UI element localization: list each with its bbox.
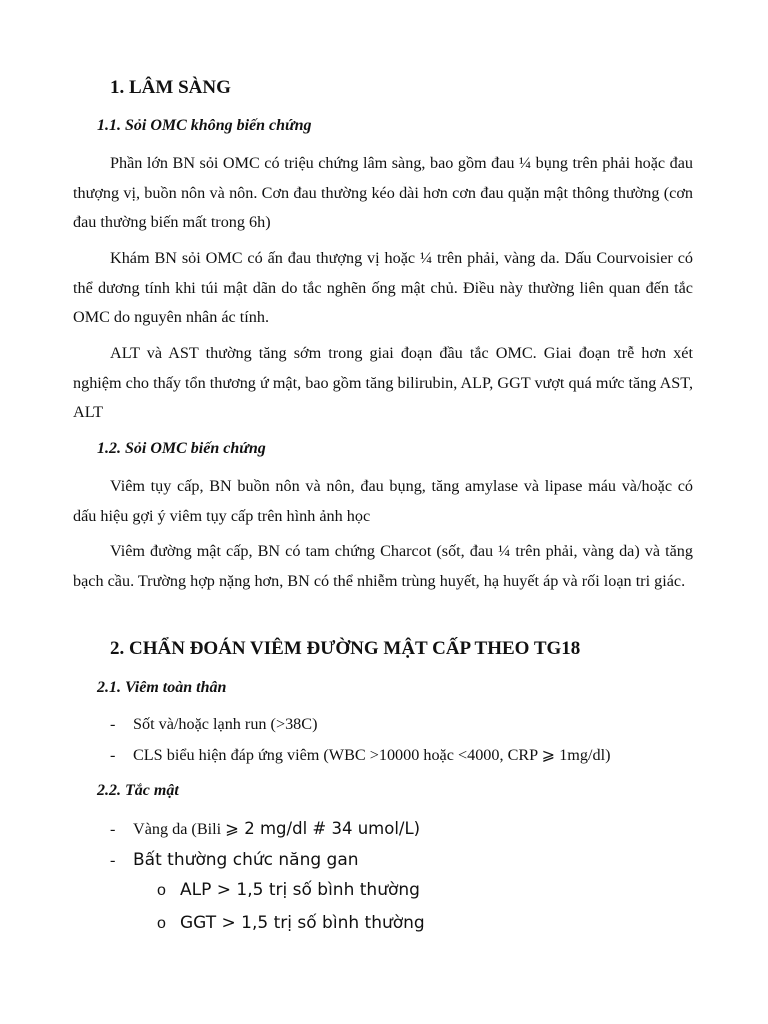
bullet-dash: -	[110, 715, 116, 733]
section-1-heading: 1. LÂM SÀNG	[110, 77, 231, 98]
bullet-dash: -	[110, 746, 116, 764]
paragraph-1-2-b: Viêm đường mật cấp, BN có tam chứng Charcot (sốt, đau ¼ trên phải, vàng da) và tăng bạch cầu. Trường hợp nặng hơn, BN có thể nhiễm trùng huyết, hạ huyết áp và rối loạn tri giác.	[73, 542, 693, 590]
subsection-2-2-heading: 2.2. Tắc mật	[97, 782, 179, 799]
bullet-dash: -	[110, 820, 116, 838]
sub-list-item-text: GGT > 1,5 trị số bình thường	[180, 913, 425, 933]
sub-list-item-text: ALP > 1,5 trị số bình thường	[180, 880, 420, 900]
paragraph-1-2-a: Viêm tụy cấp, BN buồn nôn và nôn, đau bụng, tăng amylase và lipase máu và/hoặc có dấu hiệu gợi ý viêm tụy cấp trên hình ảnh học	[73, 477, 693, 525]
paragraph-1-1-b: Khám BN sỏi OMC có ấn đau thượng vị hoặc ¼ trên phải, vàng da. Dấu Courvoisier có thể dương tính khi túi mật dãn do tắc nghẽn ống mật chủ. Điều này thường liên quan đến tắc OMC do nguyên nhân ác tính.	[73, 249, 693, 326]
list-item-text: Bất thường chức năng gan	[133, 850, 359, 870]
sub-list-item	[157, 880, 420, 900]
subsection-1-1-heading: 1.1. Sỏi OMC không biến chứng	[97, 117, 312, 134]
list-item-text: CLS biểu hiện đáp ứng viêm (WBC >10000 hoặc <4000, CRP ⩾ 1mg/dl)	[133, 746, 611, 764]
sub-bullet-marker: o	[157, 915, 166, 932]
list-item-text-continued: ⩾ 2 mg/dl # 34 umol/L)	[225, 819, 421, 838]
paragraph-1-1-c: ALT và AST thường tăng sớm trong giai đoạn đầu tắc OMC. Giai đoạn trễ hơn xét nghiệm cho thấy tổn thương ứ mật, bao gồm tăng bilirubin, ALP, GGT vượt quá mức tăng AST, ALT	[73, 344, 693, 421]
bullet-dash: -	[110, 851, 116, 869]
list-item	[110, 819, 420, 839]
list-item	[110, 715, 317, 734]
subsection-1-2-heading: 1.2. Sỏi OMC biến chứng	[97, 440, 266, 457]
list-item	[110, 850, 359, 870]
sub-list-item	[157, 913, 425, 933]
list-item-text: Sốt và/hoặc lạnh run (>38C)	[133, 715, 318, 733]
section-2-heading: 2. CHẨN ĐOÁN VIÊM ĐƯỜNG MẬT CẤP THEO TG18	[110, 638, 581, 659]
sub-bullet-marker: o	[157, 882, 166, 899]
subsection-2-1-heading: 2.1. Viêm toàn thân	[97, 679, 227, 696]
paragraph-1-1-a: Phần lớn BN sỏi OMC có triệu chứng lâm sàng, bao gồm đau ¼ bụng trên phải hoặc đau thượng vị, buồn nôn và nôn. Cơn đau thường kéo dài hơn cơn đau quặn mật thông thường (cơn đau thường biến mất trong 6h)	[73, 154, 693, 231]
list-item	[110, 745, 610, 765]
list-item-text: Vàng da (Bili	[133, 820, 226, 838]
